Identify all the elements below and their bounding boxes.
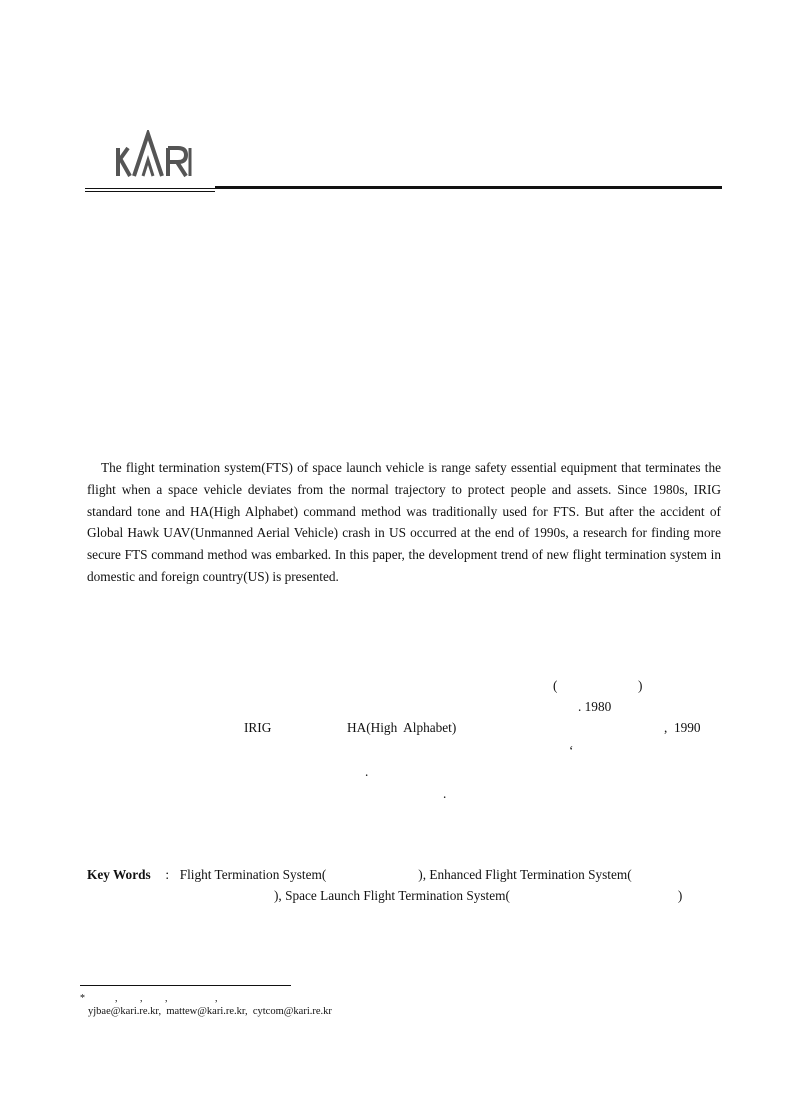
kr-dot-2: .	[443, 786, 447, 801]
keywords-close-paren: )	[677, 888, 683, 903]
kr-dot-1: .	[365, 764, 369, 779]
keywords-block	[87, 864, 727, 906]
footnote-emails: yjbae@kari.re.kr, mattew@kari.re.kr, cytcom@kari.re.kr	[88, 1006, 332, 1017]
footnote-authors	[80, 993, 218, 1004]
kr-ha: HA(High Alphabet)	[347, 720, 457, 735]
kr-year-1990: , 1990	[664, 720, 701, 735]
footnote-commas: , , , ,	[115, 993, 218, 1004]
kr-irig: IRIG	[244, 720, 272, 735]
footnote-rule	[80, 985, 291, 986]
keyword-slfts: ), Space Launch Flight Termination System(	[274, 888, 510, 903]
keywords-separator: :	[165, 867, 170, 882]
kari-logo	[116, 130, 192, 178]
header-rule-thin-top	[85, 188, 215, 189]
kr-paren-open: (	[553, 678, 558, 693]
keyword-efts: ), Enhanced Flight Termination System(	[418, 867, 632, 882]
kr-paren-close: )	[638, 678, 643, 693]
header-rule-thick	[215, 186, 722, 189]
kr-year-1980: . 1980	[578, 699, 612, 714]
keywords-line-1	[87, 864, 727, 885]
english-abstract: The flight termination system(FTS) of space launch vehicle is range safety essential equipment that terminates the flight when a space vehicle deviates from the normal trajectory to protect people and assets. Since 1980s, IRIG standard tone and HA(High Alphabet) command method was traditionally used for FTS. But after the accident of Global Hawk UAV(Unmanned Aerial Vehicle) crash in US occurred at the end of 1990s, a research for finding more secure FTS command method was embarked. In this paper, the development trend of new flight termination system in domestic and foreign country(US) is presented.	[87, 460, 721, 584]
keywords-label: Key Words	[87, 867, 151, 882]
footnote-marker: *	[80, 993, 85, 1004]
keywords-line-2	[87, 885, 727, 906]
keyword-fts: Flight Termination System(	[179, 867, 327, 882]
kr-comma-mark: ‘	[569, 743, 574, 758]
header-rule-thin-bottom	[85, 191, 215, 192]
